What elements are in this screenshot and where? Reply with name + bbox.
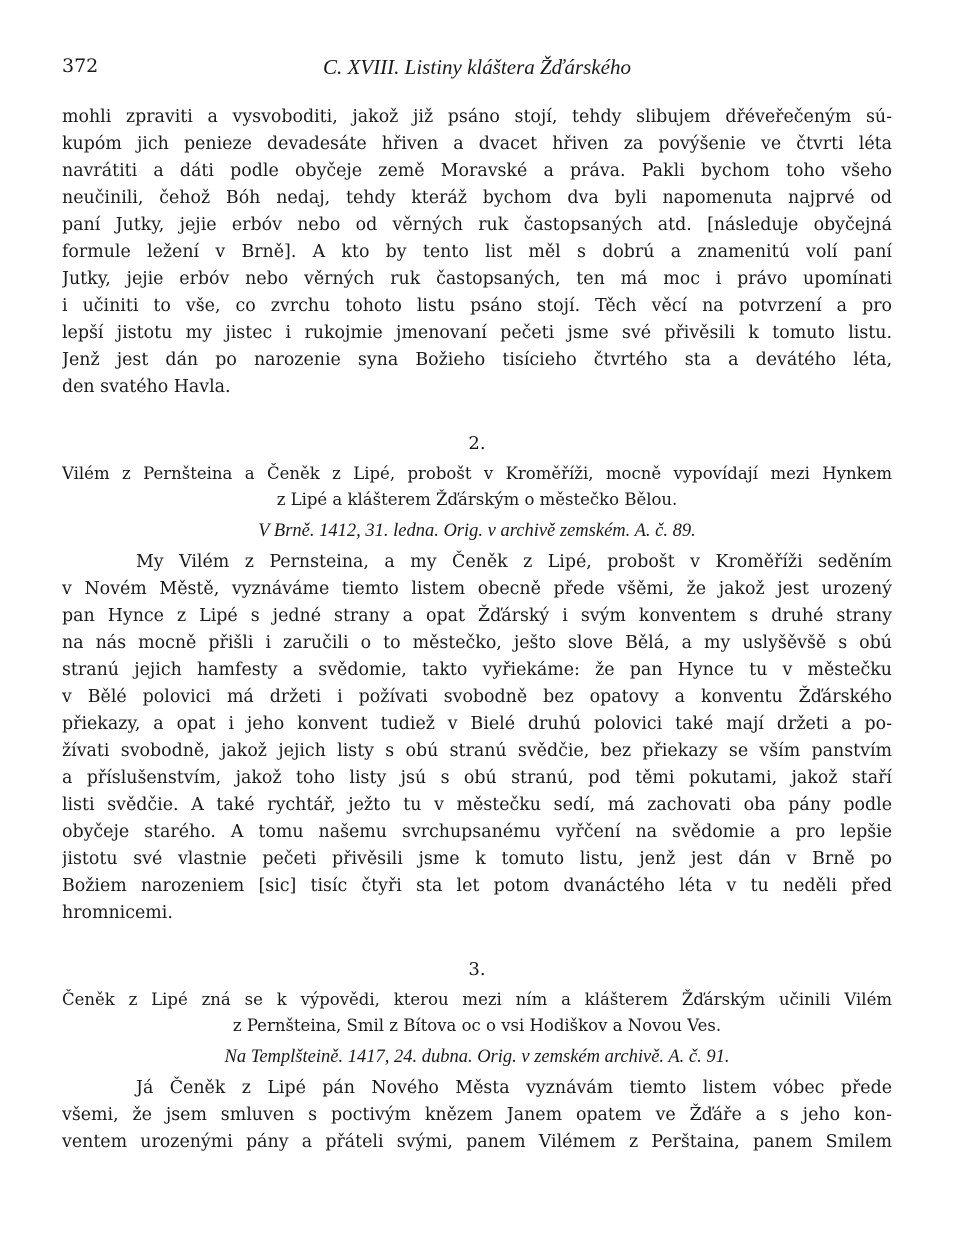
text-line: i učiniti to vše, co zvrchu tohoto listu psáno stojí. Těch věcí na potvrzení a pro (62, 296, 892, 316)
text-line: navrátiti a dáti podle obyčeje země Moravské a práva. Pakli bychom toho všeho (62, 161, 892, 181)
text-line: den svatého Havla. (62, 377, 231, 397)
summary-line: Čeněk z Lipé zná se k výpovědi, kterou mezi ním a klášterem Žďárským učinili Vilém (62, 990, 892, 1009)
document-2-source: V Brně. 1412, 31. ledna. Orig. v archivě zemském. A. č. 89. (258, 521, 696, 541)
document-2-summary (62, 461, 892, 513)
section-number-2: 2. (468, 433, 486, 454)
text-line: lepší jistotu my jistec i rukojmie jmenovaní pečeti jsme své přivěsili k tomuto listu. (62, 323, 892, 343)
text-line: žívati svobodně, jakož jejich listy s obú stranú svědčie, bez přiekazy se vším panstvím (62, 741, 892, 761)
text-line: listi svědčie. A také rychtář, ježto tu v městečku sedí, má zachovati oba pány podle (62, 795, 892, 815)
text-line: Já Čeněk z Lipé pán Nového Města vyznávám tiemto listem vóbec přede (136, 1078, 892, 1098)
text-line: v Novém Městě, vyznáváme tiemto listem obecně přede všěmi, že jakož jest urozený (62, 579, 892, 599)
document-3-summary (62, 987, 892, 1039)
text-line: formule ležení v Brně]. A kto by tento list měl s dobrú a znamenitú volí paní (62, 242, 892, 262)
document-3-text (62, 1075, 892, 1156)
running-head (62, 55, 892, 95)
running-title: C. XVIII. Listiny kláštera Žďárského (323, 55, 631, 79)
text-line: v Bělé polovici má držeti i požívati svobodně bez opatovy a konventu Žďárského (62, 687, 892, 707)
text-line: Jenž jest dán po narozenie syna Božieho tisícieho čtvrtého sta a devátého léta, (62, 350, 892, 370)
page-number: 372 (62, 55, 99, 77)
text-line: My Vilém z Pernsteina, a my Čeněk z Lipé, probošt v Kroměříži seděním (136, 552, 892, 572)
text-line: hromnicemi. (62, 903, 173, 923)
text-line: mohli zpraviti a vysvoboditi, jakož již psáno stojí, tehdy slibujem dřévеřečeným sú- (62, 107, 892, 127)
text-line: kupóm jich penieze devadesáte hřiven a dvacet hřiven za povýšenie ve čtvrti léta (62, 134, 892, 154)
section-number-3: 3. (468, 959, 486, 980)
text-line: všemi, že jsem smluven s poctivým knězem Janem opatem ve Žďáře a s jeho kon- (62, 1105, 892, 1125)
document-2-text (62, 549, 892, 927)
document-page (62, 0, 892, 1156)
text-line: Božiem narozeniem [sic] tisíc čtyři sta let potom dvanáctého léta v tu neděli před (62, 876, 892, 896)
text-line: paní Jutky, jejie erbóv nebo od věrných ruk častopsaných atd. [následuje obyčejná (62, 215, 892, 235)
text-line: obyčeje starého. A tomu našemu svrchupsanému vyřčení na svědomie a pro lepšie (62, 822, 892, 842)
text-line: na nás mocně přišli i zaručili o to městečko, ješto slove Bělá, a my uslyšěvšě s obú (62, 633, 892, 653)
text-line: a příslušenstvím, jakož toho listy jsú s obú stranú, pod těmi pokutami, jakož staří (62, 768, 892, 788)
text-line: Jutky, jejie erbóv nebo věrných ruk častopsaných, ten má moc i právo upomínati (62, 269, 892, 289)
document-1-tail-text (62, 104, 892, 401)
text-line: jistotu své vlastnie pečeti přivěsili jsme k tomuto listu, jenž jest dán v Brně po (62, 849, 892, 869)
summary-line: Vilém z Pernšteina a Čeněk z Lipé, probošt v Kroměříži, mocně vypovídají mezi Hynkem (62, 464, 892, 483)
summary-line: z Lipé a klášterem Žďárským o městečko Bělou. (276, 490, 678, 509)
text-line: pan Hynce z Lipé s jedné strany a opat Žďárský i svým konventem s druhé strany (62, 606, 892, 626)
text-line: ventem urozenými pány a přáteli svými, panem Vilémem z Perštaina, panem Smilem (62, 1132, 892, 1152)
text-line: neučinili, čehož Bóh nedaj, tehdy kteráž bychom dva byli napomenuta najprvé od (62, 188, 892, 208)
text-line: přiekazy, a opat i jeho konvent tudiež v Bielé druhú polovici také mají držeti a po- (62, 714, 892, 734)
document-3-source: Na Templšteině. 1417, 24. dubna. Orig. v zemském archivě. A. č. 91. (224, 1047, 730, 1067)
text-line: stranú jejich hamfesty a svědomie, takto vyřiekáme: že pan Hynce tu v městečku (62, 660, 892, 680)
summary-line: z Pernšteina, Smil z Bítova oc o vsi Hodiškov a Novou Ves. (232, 1016, 722, 1035)
